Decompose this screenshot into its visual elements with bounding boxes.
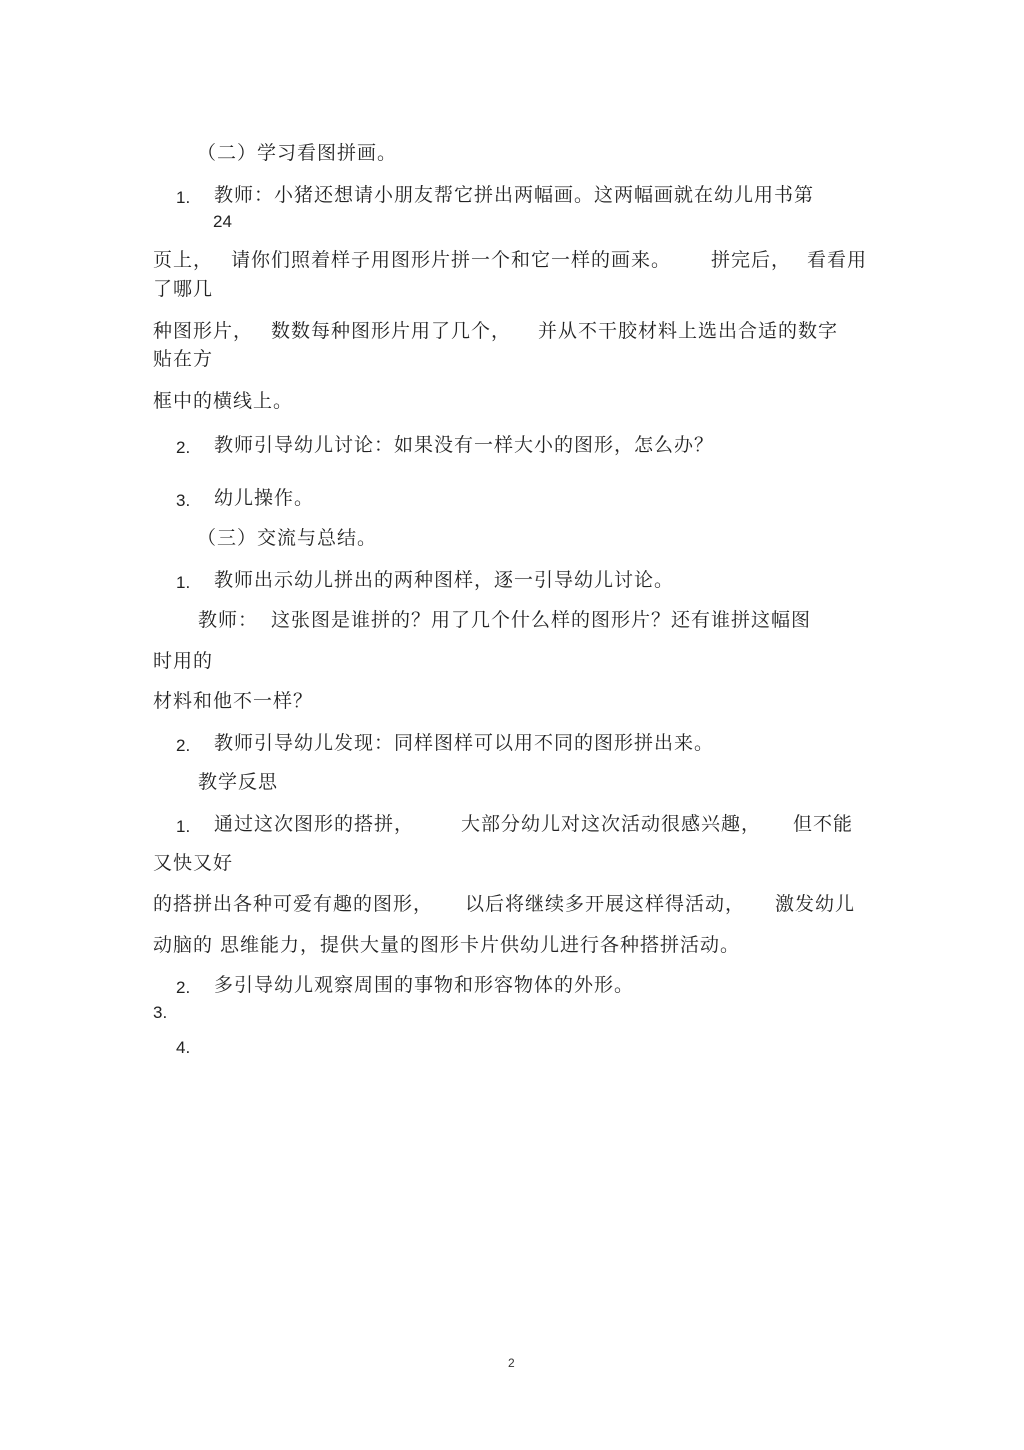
paragraph-line: 了哪几 (153, 278, 214, 300)
section-heading-3: （三）交流与总结。 (197, 527, 378, 549)
page-reference: 24 (213, 212, 232, 231)
paragraph-line: 贴在方 (153, 348, 214, 370)
paragraph-line: 以后将继续多开展这样得活动， (465, 893, 746, 915)
paragraph-line: 但不能 (793, 813, 854, 835)
reflection-heading: 教学反思 (198, 771, 279, 793)
paragraph-line: 时用的 (153, 650, 214, 672)
section-heading-2: （二）学习看图拼画。 (197, 142, 398, 164)
paragraph-line: 教师： (198, 609, 259, 631)
list-number: 1. (176, 817, 191, 836)
paragraph-line: 教师：小猪还想请小朋友帮它拼出两幅画。这两幅画就在幼儿用书第 (214, 184, 815, 206)
paragraph-line: 幼儿操作。 (214, 487, 315, 509)
paragraph-line: 教师引导幼儿发现：同样图样可以用不同的图形拼出来。 (214, 732, 715, 754)
list-number: 1. (176, 573, 191, 592)
list-number: 2. (176, 978, 191, 997)
paragraph-line: 这张图是谁拼的？用了几个什么样的图形片？还有谁拼这幅图 (271, 609, 812, 631)
paragraph-line: 材料和他不一样？ (153, 690, 314, 712)
paragraph-line: 教师引导幼儿讨论：如果没有一样大小的图形，怎么办？ (214, 434, 715, 456)
list-number: 2. (176, 736, 191, 755)
paragraph-line: 教师出示幼儿拼出的两种图样，逐一引导幼儿讨论。 (214, 569, 675, 591)
paragraph-line: 大部分幼儿对这次活动很感兴趣， (461, 813, 762, 835)
list-number: 1. (176, 188, 191, 207)
list-number: 3. (153, 1003, 168, 1022)
paragraph-line: 框中的横线上。 (153, 390, 294, 412)
paragraph-line: 看看用 (807, 249, 868, 271)
paragraph-line: 请你们照着样子用图形片拼一个和它一样的画来。 (231, 249, 672, 271)
paragraph-line: 页上， (153, 249, 214, 271)
list-number: 2. (176, 438, 191, 457)
list-number: 4. (176, 1038, 191, 1057)
list-number: 3. (176, 491, 191, 510)
page-number: 2 (508, 1356, 515, 1370)
paragraph-line: 种图形片， (153, 320, 254, 342)
paragraph-line: 激发幼儿 (775, 893, 856, 915)
paragraph-line: 拼完后， (711, 249, 792, 271)
paragraph-line: 通过这次图形的搭拼， (214, 813, 415, 835)
paragraph-line: 数数每种图形片用了几个， (271, 320, 512, 342)
paragraph-line: 又快又好 (153, 852, 234, 874)
paragraph-line: 并从不干胶材料上选出合适的数字 (538, 320, 839, 342)
paragraph-line: 多引导幼儿观察周围的事物和形容物体的外形。 (214, 974, 635, 996)
paragraph-line: 动脑的 思维能力，提供大量的图形卡片供幼儿进行各种搭拼活动。 (153, 934, 741, 956)
paragraph-line: 的搭拼出各种可爱有趣的图形， (153, 893, 434, 915)
